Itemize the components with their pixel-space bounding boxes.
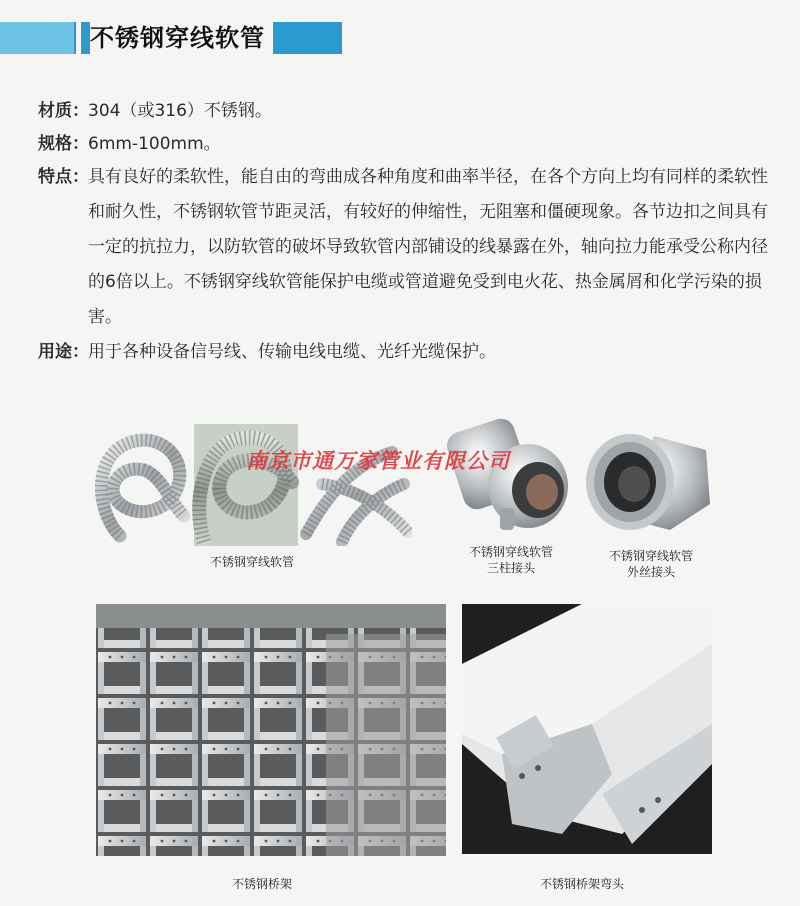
spec-material-value: 304（或316）不锈钢。 xyxy=(88,101,272,121)
spec-material-label: 材质 xyxy=(38,101,72,121)
spec-usage-label: 用途 xyxy=(38,342,72,362)
flexible-hose-photo xyxy=(92,424,412,546)
cable-tray-elbow-photo xyxy=(462,604,712,854)
spec-list xyxy=(38,96,778,368)
spec-features-value: 具有良好的柔软性，能自由的弯曲成各种角度和曲率半径，在各个方向上均有同样的柔软性和耐久性，不锈钢软管节距灵活，有较好的伸缩性，无阻塞和僵硬现象。各节边扣之间具有一定的抗拉力，以防软管的破坏导致软管内部铺设的线暴露在外，轴向拉力能承受公称内径的6倍以上。不锈钢穿线软管能保护电缆或管道避免受到电火花、热金属屑和化学污染的损害。 xyxy=(88,167,768,327)
tray-caption: 不锈钢桥架 xyxy=(231,877,292,891)
connector1-caption-line2: 三柱接头 xyxy=(486,561,535,575)
spec-usage-value: 用于各种设备信号线、传输电线电缆、光纤光缆保护。 xyxy=(88,342,496,362)
spec-usage xyxy=(38,337,778,368)
connector1-caption-line1: 不锈钢穿线软管 xyxy=(468,545,553,559)
header-banner-end xyxy=(326,22,342,54)
spec-features xyxy=(38,162,778,335)
tray-elbow-caption: 不锈钢桥架弯头 xyxy=(539,877,624,891)
spec-colon: ： xyxy=(72,101,89,121)
spec-size xyxy=(38,129,778,160)
header-banner-accent xyxy=(0,22,74,54)
spec-colon: ： xyxy=(72,167,89,187)
spec-size-value: 6mm-100mm。 xyxy=(88,134,221,154)
connector2-caption-line2: 外丝接头 xyxy=(626,565,675,579)
spec-features-label: 特点 xyxy=(38,167,72,187)
spec-size-label: 规格 xyxy=(38,134,72,154)
page-title: 不锈钢穿线软管 xyxy=(90,18,273,58)
header-divider xyxy=(76,18,81,58)
connector1-caption xyxy=(451,544,571,576)
spec-colon: ： xyxy=(72,342,89,362)
company-watermark: 南京市通万家管业有限公司 xyxy=(246,449,510,473)
connector2-caption-line1: 不锈钢穿线软管 xyxy=(608,549,693,563)
cable-tray-photo xyxy=(96,604,446,856)
external-thread-connector-photo xyxy=(584,426,714,538)
connector2-caption xyxy=(591,548,711,580)
spec-material xyxy=(38,96,778,127)
spec-colon: ： xyxy=(72,134,89,154)
hose-caption: 不锈钢穿线软管 xyxy=(209,555,294,569)
